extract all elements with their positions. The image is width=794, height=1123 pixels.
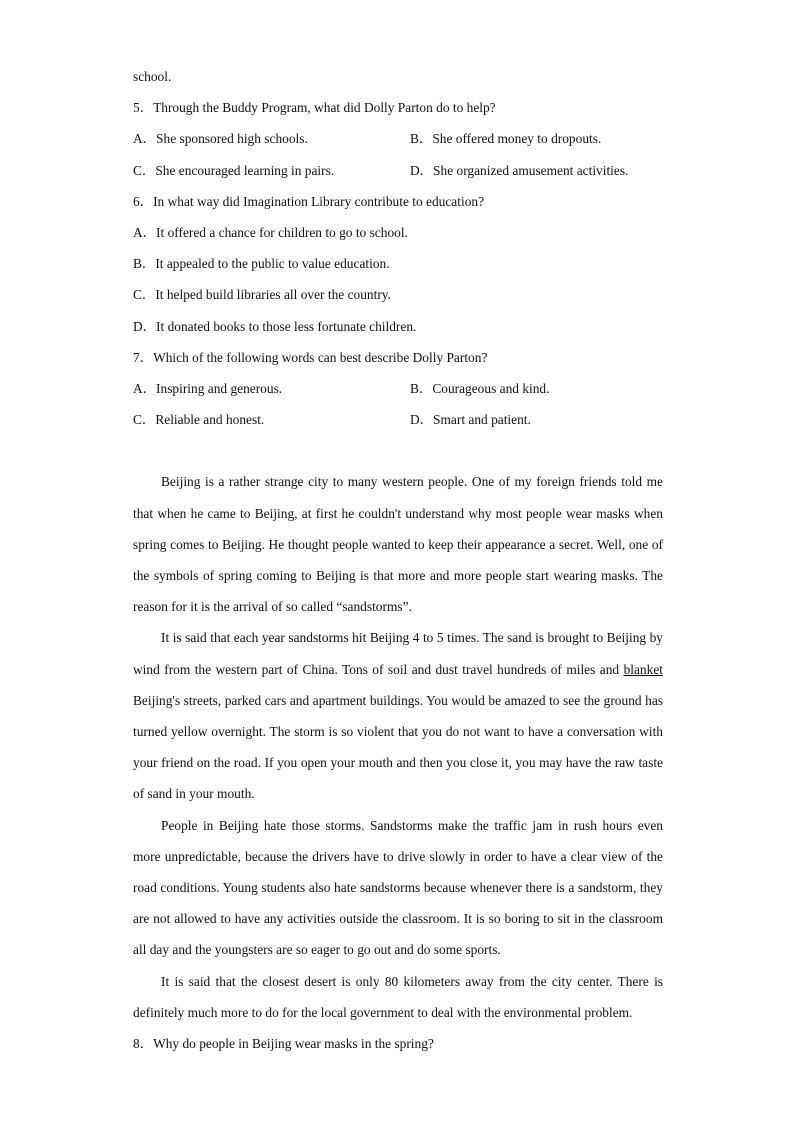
question-5-options-row-2 <box>133 155 663 186</box>
q7-option-c[interactable]: C．Reliable and honest. <box>133 412 265 428</box>
question-5-options-row-1 <box>133 123 663 154</box>
intro-text: school. <box>133 69 172 84</box>
passage-paragraph-3: People in Beijing hate those storms. Sandstorms make the traffic jam in rush hours even more unpredictable, because the drivers have to drive slowly in order to have a clear view of the road conditions. Young students also hate sandstorms because whenever there is a sandstorm, they are not allowed to have any activities outside the classroom. It is so boring to sit in the classroom all day and the youngsters are so eager to go out and do some sports. <box>133 817 663 958</box>
q5-option-c[interactable]: C．She encouraged learning in pairs. <box>133 162 335 178</box>
question-7-options-row-1 <box>133 373 663 404</box>
passage-paragraph-2 <box>133 622 663 809</box>
paragraph-2-text-end: Beijing's streets, parked cars and apartment buildings. You would be amazed to see the ground has turned yellow overnight. The storm is so violent that you do not want to have a conversation with your friend on the road. If you open your mouth and then you close it, you may have the raw taste of sand in your mouth. <box>133 692 663 802</box>
underlined-word-blanket: blanket <box>623 661 663 677</box>
question-8-stem: 8．Why do people in Beijing wear masks in the spring? <box>133 1036 434 1052</box>
question-6-stem: 6．In what way did Imagination Library contribute to education? <box>133 193 485 209</box>
q6-option-c[interactable]: C．It helped build libraries all over the country. <box>133 287 391 303</box>
q6-option-a[interactable]: A．It offered a chance for children to go to school. <box>133 224 408 240</box>
q6-option-b[interactable]: B．It appealed to the public to value education. <box>133 256 390 272</box>
section-spacer <box>133 435 663 466</box>
q5-option-b[interactable]: B．She offered money to dropouts. <box>410 131 602 147</box>
question-7-options-row-2 <box>133 404 663 435</box>
q5-option-a[interactable]: A．She sponsored high schools. <box>133 131 308 147</box>
passage-paragraph-1: Beijing is a rather strange city to many western people. One of my foreign friends told me that when he came to Beijing, at first he couldn't understand why most people wear masks when spring comes to Beijing. He thought people wanted to keep their appearance a secret. Well, one of the symbols of spring coming to Beijing is that more and more people start wearing masks. The reason for it is the arrival of so called “sandstorms”. <box>133 474 663 615</box>
q7-option-b[interactable]: B．Courageous and kind. <box>410 380 550 396</box>
q5-option-d[interactable]: D．She organized amusement activities. <box>410 162 629 178</box>
question-5-stem: 5．Through the Buddy Program, what did Dolly Parton do to help? <box>133 100 496 116</box>
question-7-stem: 7．Which of the following words can best describe Dolly Parton? <box>133 349 488 365</box>
q7-option-d[interactable]: D．Smart and patient. <box>410 412 531 428</box>
passage-paragraph-4: It is said that the closest desert is only 80 kilometers away from the city center. There is definitely much more to do for the local government to deal with the environmental problem. <box>133 973 663 1020</box>
q6-option-d[interactable]: D．It donated books to those less fortunate children. <box>133 318 417 334</box>
paragraph-2-text-start: It is said that each year sandstorms hit Beijing 4 to 5 times. The sand is brought to Beijing by wind from the western part of China. Tons of soil and dust travel hundreds of miles and <box>133 630 663 677</box>
q7-option-a[interactable]: A．Inspiring and generous. <box>133 380 283 396</box>
document-page <box>133 61 663 1059</box>
